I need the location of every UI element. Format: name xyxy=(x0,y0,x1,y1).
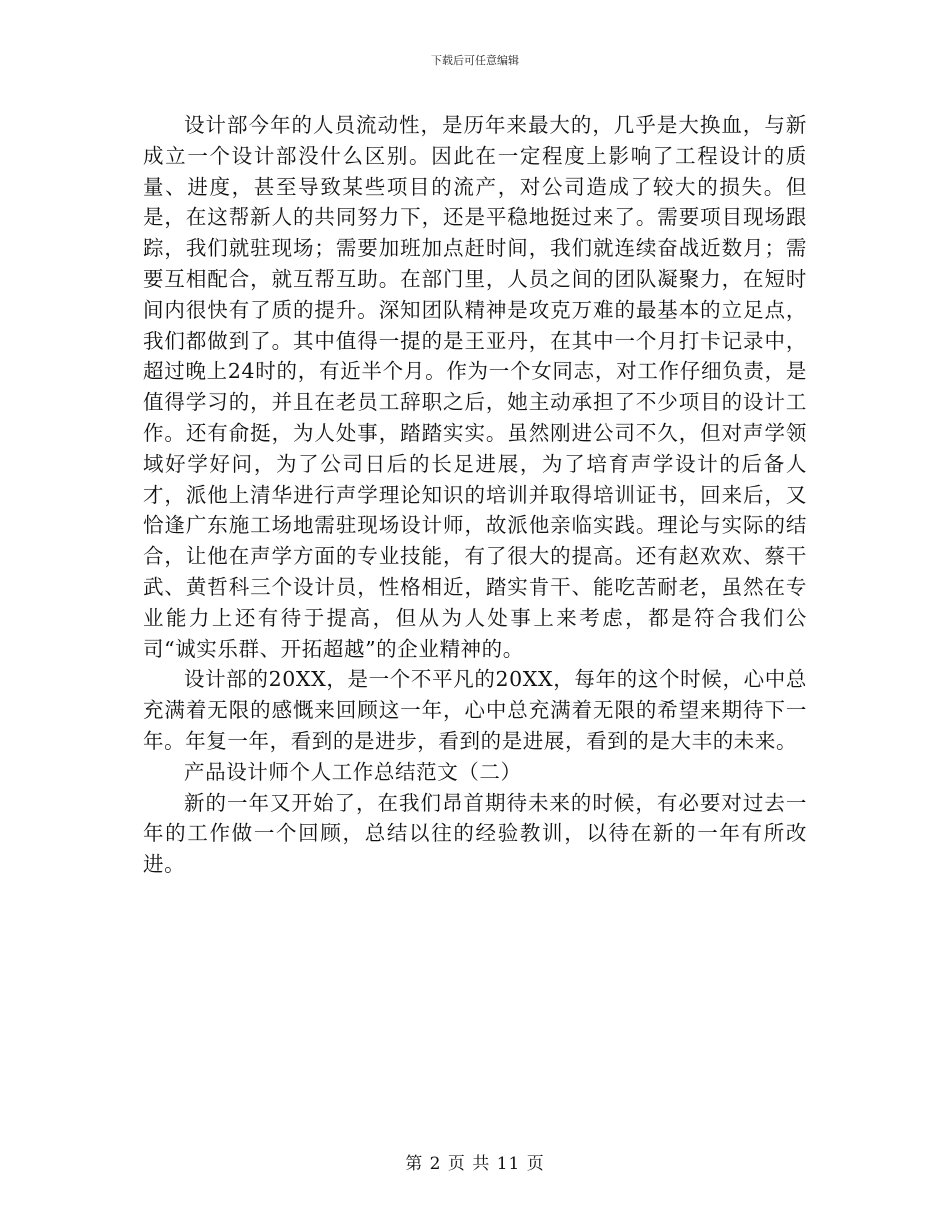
section-heading: 产品设计师个人工作总结范文（二） xyxy=(184,759,522,784)
header-note: 下载后可任意编辑 xyxy=(431,54,519,67)
page-number: 第 2 页 共 11 页 xyxy=(405,1154,545,1174)
paragraph-year-review: 设计部的20XX，是一个不平凡的20XX，每年的这个时候，心中总充满着无限的感慨来回顾这一年，心中总充满着无限的希望来期待下一年。年复一年，看到的是进步，看到的是进展，看到的是大丰的未来。 xyxy=(143,667,807,753)
paragraph-design-dept-staff: 设计部今年的人员流动性，是历年来最大的，几乎是大换血，与新成立一个设计部没什么区别。因此在一定程度上影响了工程设计的质量、进度，甚至导致某些项目的流产，对公司造成了较大的损失。但是，在这帮新人的共同努力下，还是平稳地挺过来了。需要项目现场跟踪，我们就驻现场；需要加班加点赶时间，我们就连续奋战近数月；需要互相配合，就互帮互助。在部门里，人员之间的团队凝聚力，在短时间内很快有了质的提升。深知团队精神是攻克万难的最基本的立足点，我们都做到了。其中值得一提的是王亚丹，在其中一个月打卡记录中，超过晚上24时的，有近半个月。作为一个女同志，对工作仔细负责，是值得学习的，并且在老员工辞职之后，她主动承担了不少项目的设计工作。还有俞挺，为人处事，踏踏实实。虽然刚进公司不久，但对声学领域好学好问，为了公司日后的长足进展，为了培育声学设计的后备人才，派他上清华进行声学理论知识的培训并取得培训证书，回来后，又恰逢广东施工场地需驻现场设计师，故派他亲临实践。理论与实际的结合，让他在声学方面的专业技能，有了很大的提高。还有赵欢欢、蔡干武、黄哲科三个设计员，性格相近，踏实肯干、能吃苦耐老，虽然在专业能力上还有待于提高，但从为人处事上来考虑，都是符合我们公司“诚实乐群、开拓超越”的企业精神的。 xyxy=(143,113,807,661)
document-body xyxy=(143,110,807,880)
paragraph-new-year-intro: 新的一年又开始了，在我们昂首期待未来的时候，有必要对过去一年的工作做一个回顾，总结以往的经验教训，以待在新的一年有所改进。 xyxy=(143,790,807,877)
